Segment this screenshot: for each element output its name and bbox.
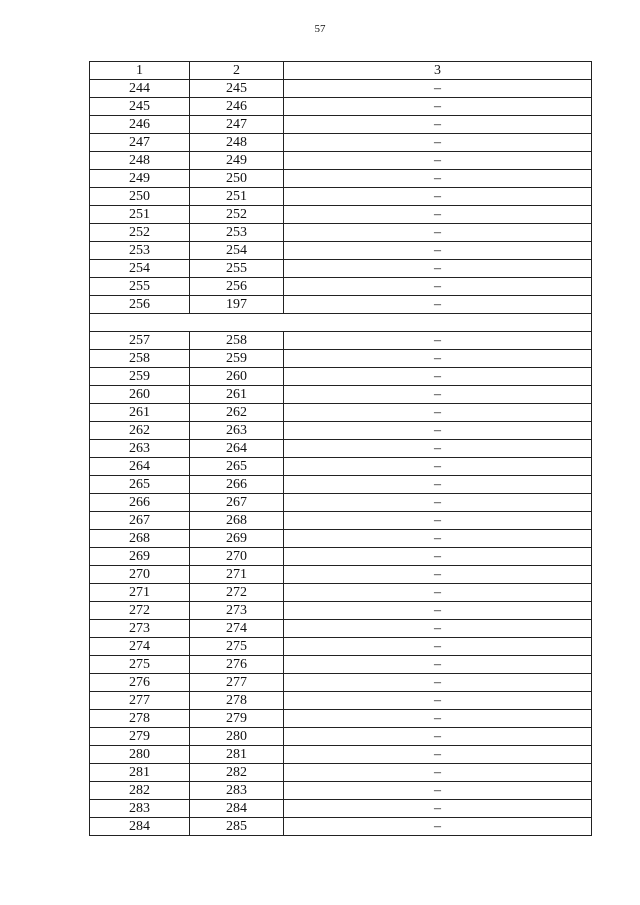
table-cell: 253 (90, 242, 190, 260)
table-cell: – (284, 692, 592, 710)
table-cell: – (284, 242, 592, 260)
table-cell: 277 (90, 692, 190, 710)
table-cell: 276 (90, 674, 190, 692)
table-cell: – (284, 764, 592, 782)
table-cell: – (284, 818, 592, 836)
table-cell: – (284, 710, 592, 728)
table-cell: 280 (90, 746, 190, 764)
table-cell: 262 (190, 404, 284, 422)
table-row (90, 386, 592, 404)
table-cell: – (284, 458, 592, 476)
table-row (90, 692, 592, 710)
table-cell: 262 (90, 422, 190, 440)
table-row (90, 782, 592, 800)
table-cell: 250 (90, 188, 190, 206)
table-cell: 269 (190, 530, 284, 548)
table-cell: – (284, 656, 592, 674)
table-cell: 276 (190, 656, 284, 674)
table-cell: – (284, 494, 592, 512)
table-cell: – (284, 584, 592, 602)
table-cell: 260 (190, 368, 284, 386)
table-cell: – (284, 368, 592, 386)
table-row (90, 728, 592, 746)
table-cell: 245 (90, 98, 190, 116)
table-cell: 248 (90, 152, 190, 170)
table-cell: 258 (90, 350, 190, 368)
table-row (90, 602, 592, 620)
table-row (90, 746, 592, 764)
column-header: 1 (90, 62, 190, 80)
table-cell: 247 (90, 134, 190, 152)
table-cell: – (284, 80, 592, 98)
table-cell: – (284, 476, 592, 494)
table-cell: – (284, 530, 592, 548)
table-cell: 273 (90, 620, 190, 638)
table-cell: – (284, 170, 592, 188)
table-cell: 255 (190, 260, 284, 278)
table-row (90, 206, 592, 224)
table-cell: – (284, 512, 592, 530)
table-row (90, 98, 592, 116)
table-cell: 280 (190, 728, 284, 746)
table-cell: – (284, 746, 592, 764)
table-row (90, 764, 592, 782)
table-cell: 278 (90, 710, 190, 728)
group-separator-row (90, 314, 592, 332)
table-cell: 261 (90, 404, 190, 422)
table-cell: 268 (90, 530, 190, 548)
table-cell: – (284, 782, 592, 800)
table-cell: 247 (190, 116, 284, 134)
table-cell: – (284, 116, 592, 134)
table-cell: 263 (90, 440, 190, 458)
table-cell: 285 (190, 818, 284, 836)
table-row (90, 674, 592, 692)
table-cell: – (284, 206, 592, 224)
table-cell: 249 (90, 170, 190, 188)
table-cell: – (284, 134, 592, 152)
table-cell: 197 (190, 296, 284, 314)
table-cell: 245 (190, 80, 284, 98)
table-row (90, 512, 592, 530)
table-cell: 248 (190, 134, 284, 152)
table-cell: 284 (90, 818, 190, 836)
table-row (90, 278, 592, 296)
table-cell: – (284, 224, 592, 242)
table-row (90, 548, 592, 566)
table-cell: 271 (190, 566, 284, 584)
table-row (90, 638, 592, 656)
table-cell: 269 (90, 548, 190, 566)
table-cell: 275 (190, 638, 284, 656)
table-cell: 273 (190, 602, 284, 620)
table-row (90, 800, 592, 818)
table-row (90, 332, 592, 350)
table-cell: 259 (90, 368, 190, 386)
table-row (90, 458, 592, 476)
table-cell: – (284, 278, 592, 296)
table-cell: 254 (190, 242, 284, 260)
table-row (90, 152, 592, 170)
table-row (90, 818, 592, 836)
table-cell: 267 (190, 494, 284, 512)
table-cell: 253 (190, 224, 284, 242)
table-cell: 266 (190, 476, 284, 494)
table-cell: 271 (90, 584, 190, 602)
table-header-row (90, 62, 592, 80)
table-cell: 257 (90, 332, 190, 350)
table-cell: 265 (90, 476, 190, 494)
table-cell: 256 (90, 296, 190, 314)
table-cell: – (284, 728, 592, 746)
table-row (90, 422, 592, 440)
table-cell: 244 (90, 80, 190, 98)
table-cell: – (284, 620, 592, 638)
table-cell: 279 (190, 710, 284, 728)
table-cell: – (284, 386, 592, 404)
table-cell: 250 (190, 170, 284, 188)
table-cell: – (284, 98, 592, 116)
table-cell: 252 (190, 206, 284, 224)
table-row (90, 260, 592, 278)
table-cell: 263 (190, 422, 284, 440)
table-row (90, 242, 592, 260)
table-row (90, 656, 592, 674)
table-body (90, 80, 592, 836)
table-cell: 252 (90, 224, 190, 242)
table-cell: 283 (190, 782, 284, 800)
table-cell: 275 (90, 656, 190, 674)
table-row (90, 494, 592, 512)
table-cell: 270 (90, 566, 190, 584)
table-cell: – (284, 800, 592, 818)
table-cell: 258 (190, 332, 284, 350)
table-row (90, 530, 592, 548)
table-row (90, 440, 592, 458)
table-row (90, 170, 592, 188)
table-cell: 268 (190, 512, 284, 530)
table-cell: – (284, 602, 592, 620)
table-row (90, 350, 592, 368)
table-cell: 284 (190, 800, 284, 818)
table-row (90, 188, 592, 206)
column-header: 3 (284, 62, 592, 80)
table-cell: 272 (190, 584, 284, 602)
table-cell: 266 (90, 494, 190, 512)
table-cell: 254 (90, 260, 190, 278)
table-row (90, 134, 592, 152)
table-cell: – (284, 188, 592, 206)
table-cell: – (284, 152, 592, 170)
table-cell: – (284, 260, 592, 278)
table-cell: 264 (190, 440, 284, 458)
table-cell: 246 (90, 116, 190, 134)
table-row (90, 566, 592, 584)
table-cell: 260 (90, 386, 190, 404)
separator-cell (90, 314, 592, 332)
table-cell: 255 (90, 278, 190, 296)
page-number: 57 (314, 23, 326, 35)
table-cell: 249 (190, 152, 284, 170)
table-cell: 282 (190, 764, 284, 782)
table-cell: – (284, 674, 592, 692)
table-row (90, 224, 592, 242)
table-cell: 277 (190, 674, 284, 692)
table-cell: 265 (190, 458, 284, 476)
table-row (90, 710, 592, 728)
table-cell: – (284, 548, 592, 566)
table-row (90, 584, 592, 602)
table-cell: – (284, 404, 592, 422)
table-cell: – (284, 296, 592, 314)
table-cell: – (284, 638, 592, 656)
table-cell: 279 (90, 728, 190, 746)
table-cell: 261 (190, 386, 284, 404)
table-row (90, 80, 592, 98)
table-cell: – (284, 350, 592, 368)
table-cell: 283 (90, 800, 190, 818)
table-cell: 267 (90, 512, 190, 530)
table-row (90, 368, 592, 386)
table-cell: 272 (90, 602, 190, 620)
table-cell: 264 (90, 458, 190, 476)
table-cell: 281 (190, 746, 284, 764)
table-cell: 282 (90, 782, 190, 800)
table-cell: 251 (90, 206, 190, 224)
table-cell: 246 (190, 98, 284, 116)
table-row (90, 296, 592, 314)
table-cell: 281 (90, 764, 190, 782)
table-cell: – (284, 422, 592, 440)
table-cell: 274 (190, 620, 284, 638)
data-table (89, 61, 592, 836)
table-cell: 251 (190, 188, 284, 206)
table-cell: 274 (90, 638, 190, 656)
table-row (90, 404, 592, 422)
table-cell: – (284, 440, 592, 458)
column-header: 2 (190, 62, 284, 80)
table-row (90, 476, 592, 494)
table-cell: 270 (190, 548, 284, 566)
table-row (90, 620, 592, 638)
table-cell: 278 (190, 692, 284, 710)
table-cell: – (284, 566, 592, 584)
table-row (90, 116, 592, 134)
table-cell: – (284, 332, 592, 350)
table-cell: 256 (190, 278, 284, 296)
table-cell: 259 (190, 350, 284, 368)
